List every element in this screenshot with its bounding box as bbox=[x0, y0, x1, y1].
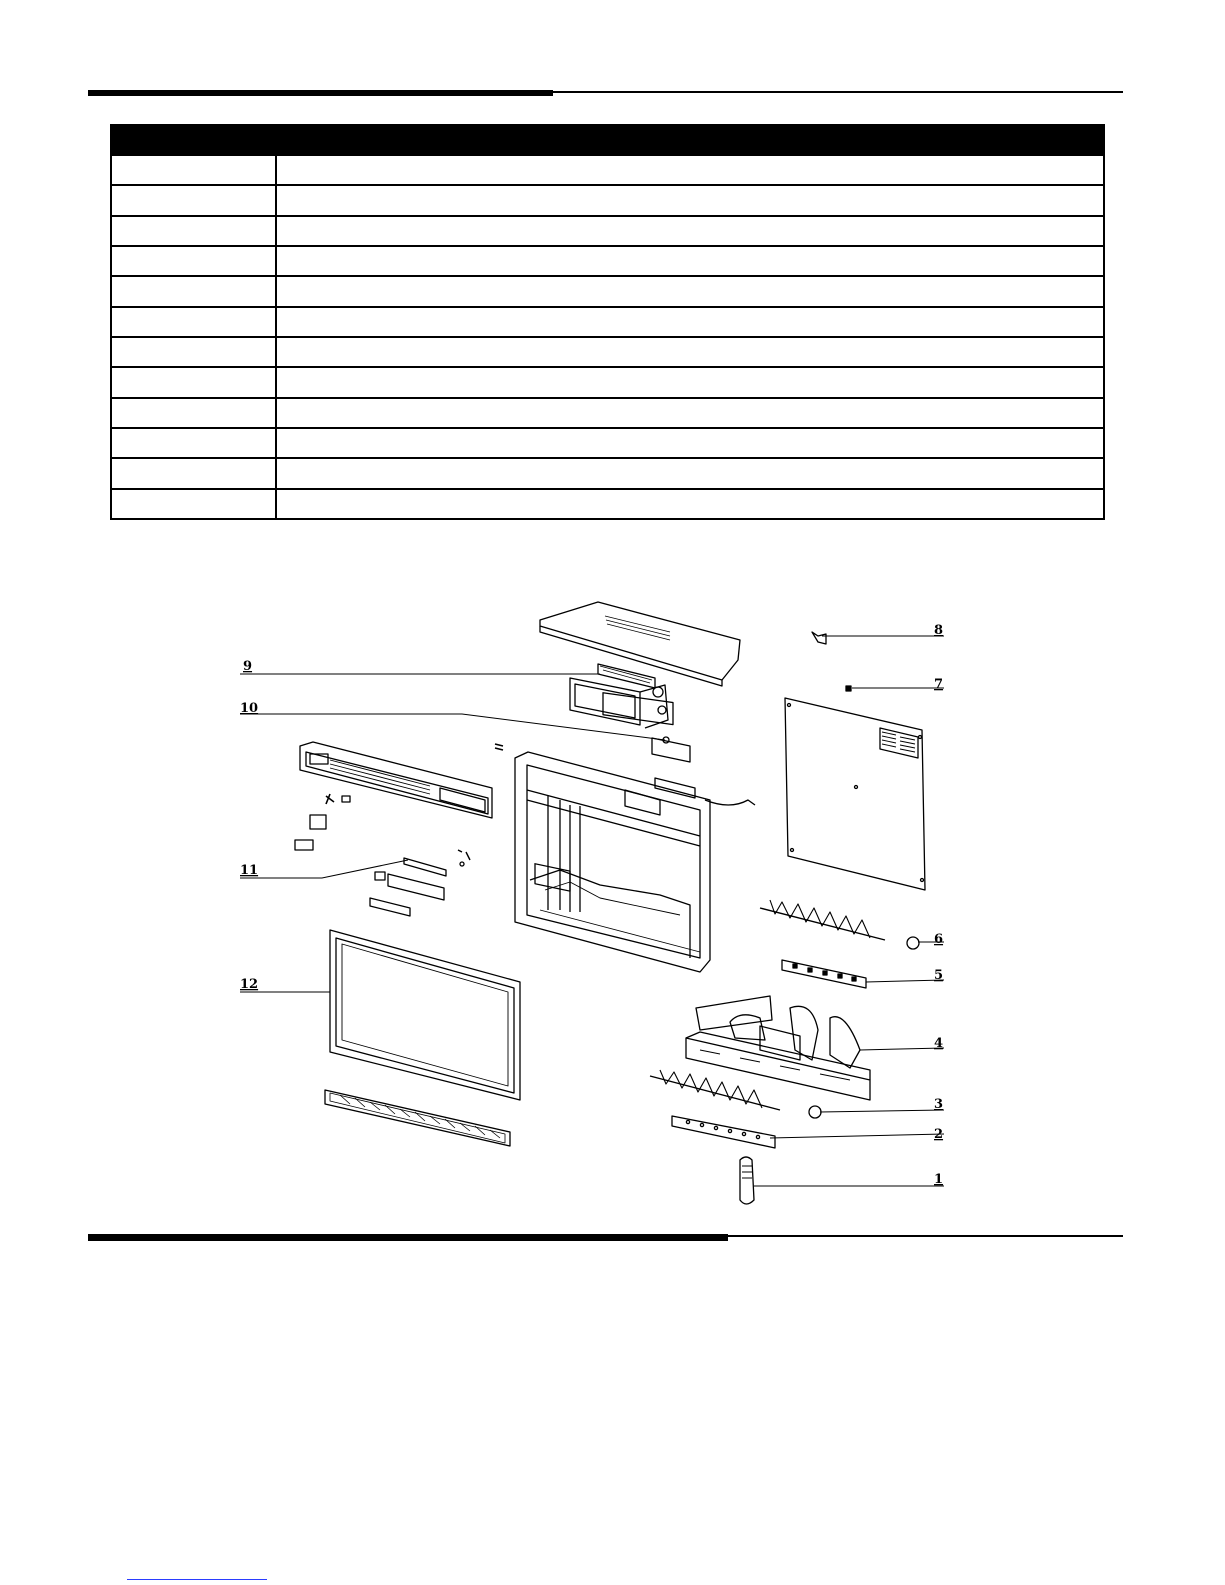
table-row bbox=[111, 367, 1104, 397]
led-strip-bottom-part bbox=[672, 1116, 775, 1148]
table-row bbox=[111, 398, 1104, 428]
led-strip-top-part bbox=[782, 960, 866, 988]
section-rule-thin bbox=[728, 1235, 1123, 1237]
small-clip-part bbox=[812, 632, 851, 691]
front-trim-part bbox=[295, 742, 492, 850]
callout-5: 5 bbox=[934, 968, 944, 983]
cell-part-no bbox=[111, 246, 276, 276]
callout-11: 11 bbox=[240, 863, 259, 878]
table-header-row bbox=[111, 125, 1104, 155]
footer-link-underline[interactable] bbox=[127, 1579, 267, 1580]
cell-description bbox=[276, 216, 1104, 246]
cell-part-no bbox=[111, 307, 276, 337]
callout-8: 8 bbox=[934, 623, 944, 638]
cell-part-no bbox=[111, 489, 276, 519]
back-panel-part bbox=[785, 698, 925, 890]
cell-part-no bbox=[111, 185, 276, 215]
callout-7: 7 bbox=[934, 677, 944, 692]
callout-9: 9 bbox=[243, 659, 253, 674]
cell-part-no bbox=[111, 367, 276, 397]
table-row bbox=[111, 276, 1104, 306]
main-frame-part bbox=[515, 752, 755, 972]
callout-3: 3 bbox=[934, 1097, 944, 1112]
cell-part-no bbox=[111, 398, 276, 428]
table-row bbox=[111, 246, 1104, 276]
table-row bbox=[111, 428, 1104, 458]
remote-control-part bbox=[740, 1157, 754, 1204]
leader-line-3 bbox=[820, 1110, 944, 1112]
callout-12: 12 bbox=[240, 977, 259, 992]
control-bracket-part bbox=[495, 737, 690, 762]
cell-description bbox=[276, 246, 1104, 276]
callout-4: 4 bbox=[934, 1036, 944, 1051]
table-row bbox=[111, 155, 1104, 185]
header-cell-description bbox=[276, 125, 1104, 155]
leader-line-4 bbox=[860, 1048, 944, 1050]
bottom-grille-part bbox=[325, 1090, 510, 1146]
cell-description bbox=[276, 367, 1104, 397]
callout-6: 6 bbox=[934, 932, 944, 947]
section-rule-thick bbox=[88, 1234, 728, 1241]
cell-part-no bbox=[111, 155, 276, 185]
cell-part-no bbox=[111, 276, 276, 306]
cell-description bbox=[276, 185, 1104, 215]
table-row bbox=[111, 489, 1104, 519]
flame-strip-part bbox=[760, 900, 919, 949]
cell-description bbox=[276, 458, 1104, 488]
log-set-part bbox=[686, 996, 870, 1100]
cell-part-no bbox=[111, 428, 276, 458]
leader-line-11 bbox=[240, 860, 408, 878]
header-rule-thick bbox=[88, 90, 553, 96]
table-row bbox=[111, 216, 1104, 246]
exploded-parts-diagram bbox=[0, 560, 1225, 1220]
control-board-part bbox=[370, 850, 470, 916]
cell-description bbox=[276, 489, 1104, 519]
cell-description bbox=[276, 276, 1104, 306]
cell-part-no bbox=[111, 337, 276, 367]
header-rule-thin bbox=[553, 91, 1123, 93]
cell-description bbox=[276, 428, 1104, 458]
table-row bbox=[111, 337, 1104, 367]
cell-description bbox=[276, 337, 1104, 367]
leader-line-2 bbox=[770, 1134, 944, 1138]
callout-1: 1 bbox=[934, 1172, 944, 1187]
callout-2: 2 bbox=[934, 1127, 944, 1142]
cell-description bbox=[276, 307, 1104, 337]
glass-panel-part bbox=[330, 930, 520, 1100]
cell-description bbox=[276, 155, 1104, 185]
table-row bbox=[111, 185, 1104, 215]
cell-description bbox=[276, 398, 1104, 428]
table-row bbox=[111, 307, 1104, 337]
header-cell-no bbox=[111, 125, 276, 155]
cell-part-no bbox=[111, 216, 276, 246]
table-row bbox=[111, 458, 1104, 488]
callout-10: 10 bbox=[240, 701, 259, 716]
lower-flame-strip-part bbox=[650, 1070, 821, 1118]
parts-list-table bbox=[110, 124, 1105, 520]
leader-line-10 bbox=[240, 714, 665, 740]
leader-line-5 bbox=[866, 980, 944, 982]
cell-part-no bbox=[111, 458, 276, 488]
